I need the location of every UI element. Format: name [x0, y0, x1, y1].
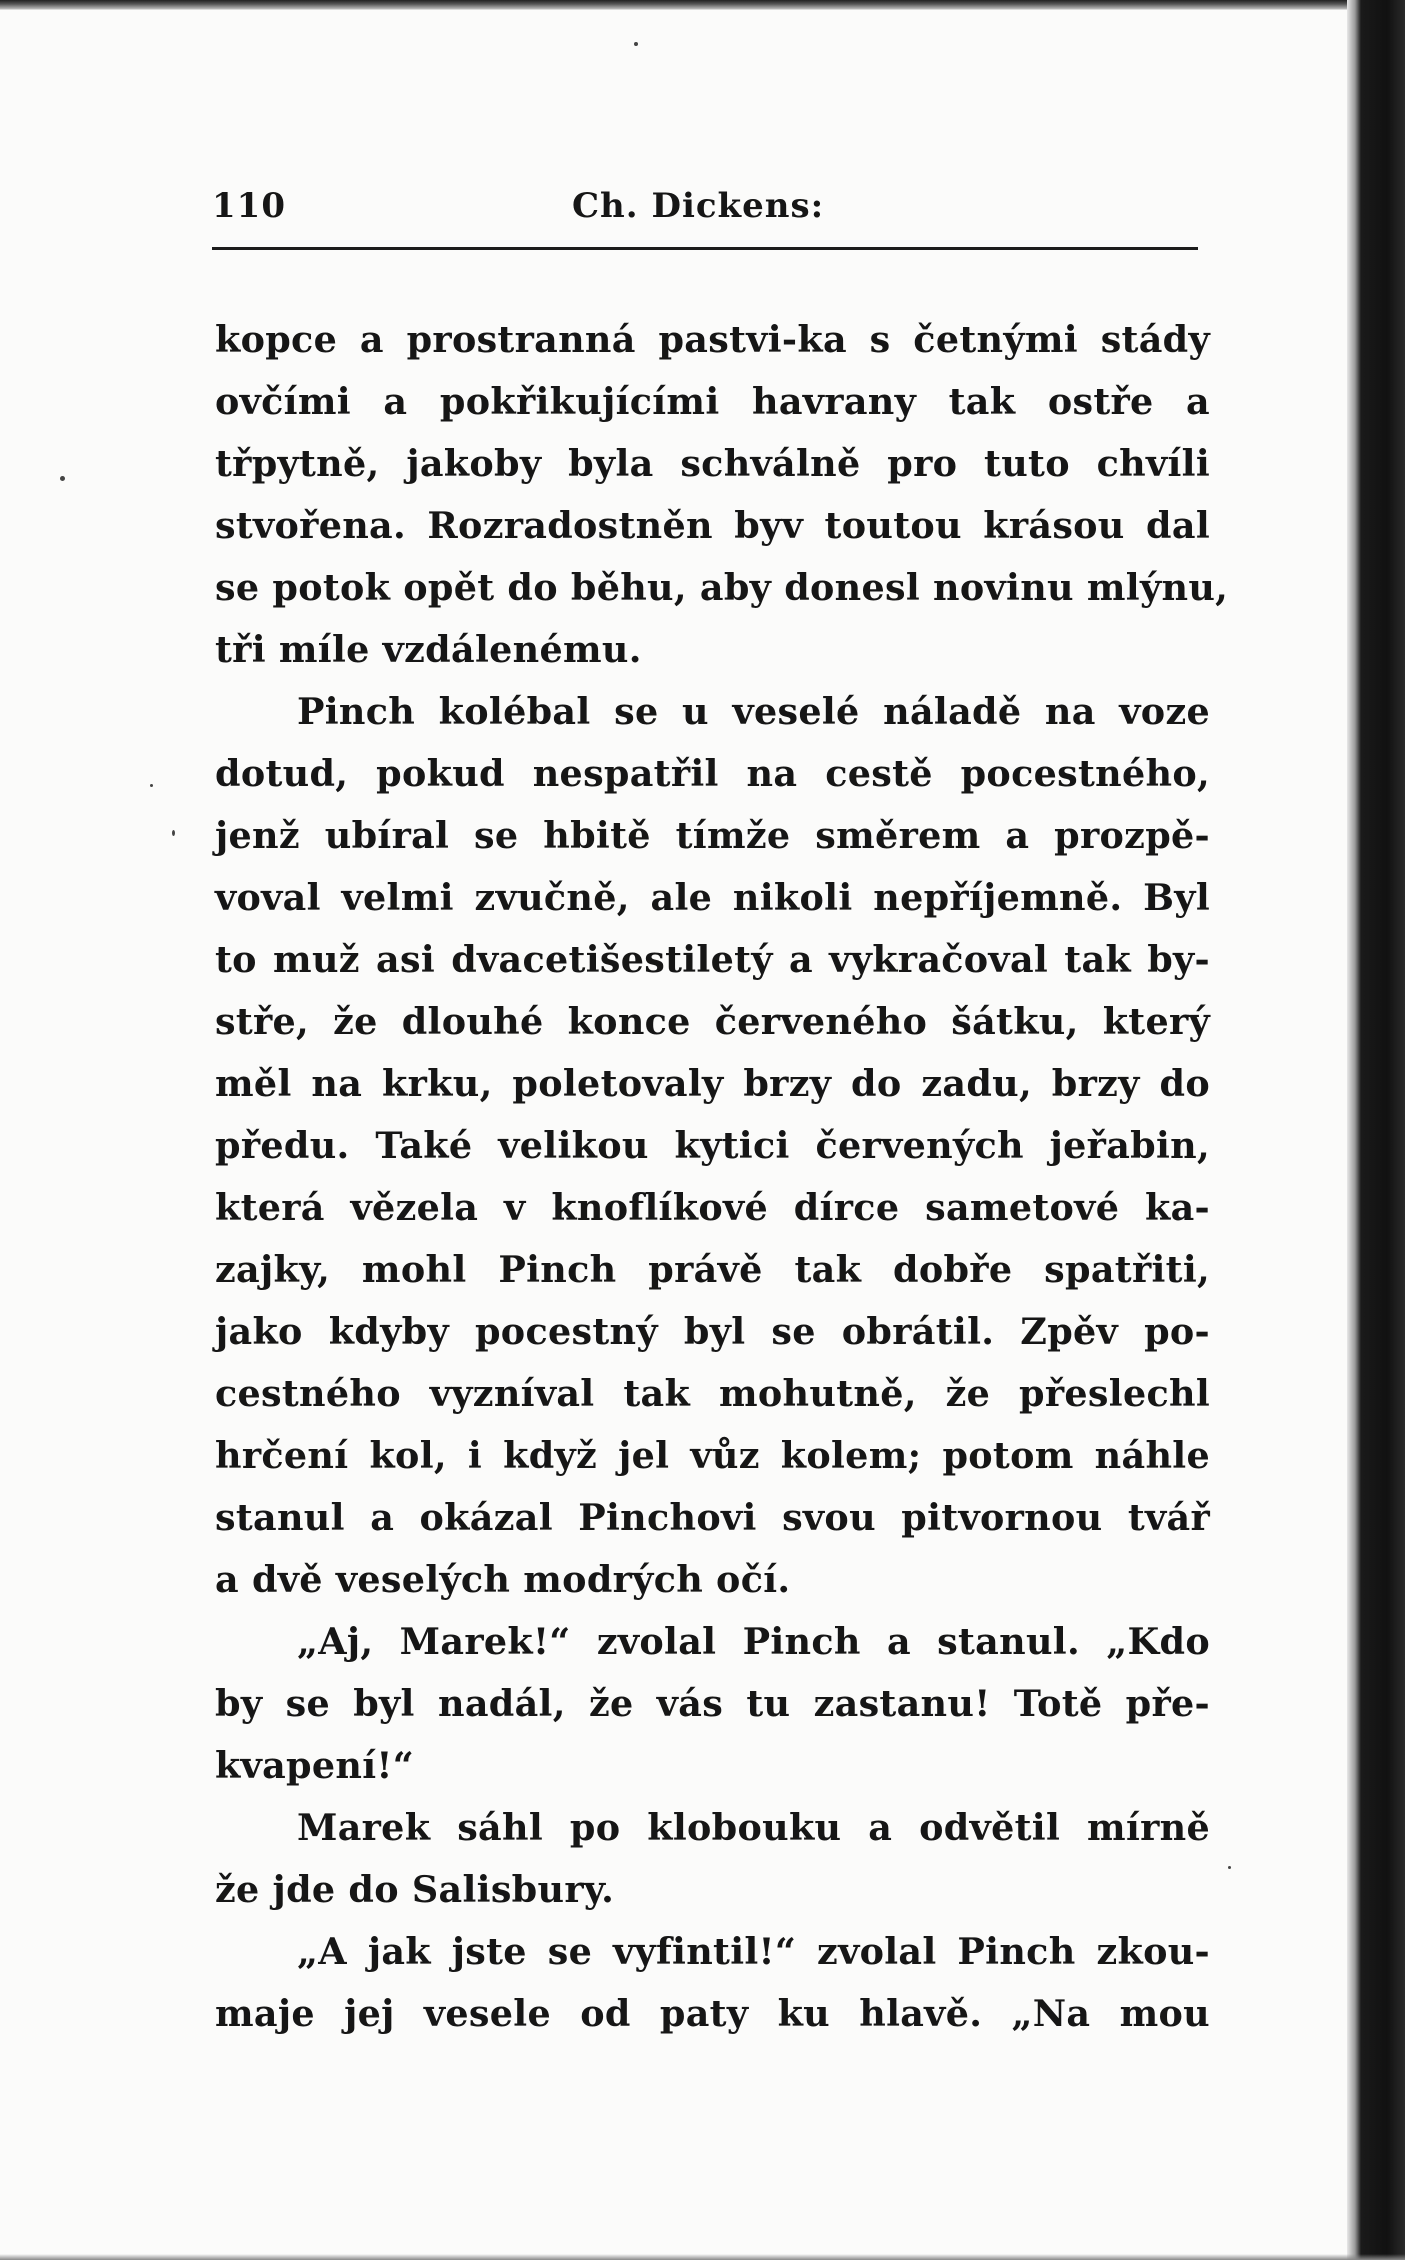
text-line: kopce a prostranná pastvi-ka s četnými stády: [215, 318, 1210, 361]
text-line: „Aj, Marek!“ zvolal Pinch a stanul. „Kdo: [297, 1620, 1210, 1663]
page-binding-edge: [1347, 0, 1405, 2260]
text-line: měl na krku, poletovaly brzy do zadu, brzy do: [215, 1062, 1210, 1105]
text-line: stře, že dlouhé konce červeného šátku, který: [215, 1000, 1210, 1043]
text-line: že jde do Salisbury.: [215, 1868, 615, 1911]
text-line: jako kdyby pocestný byl se obrátil. Zpěv po-: [215, 1310, 1210, 1353]
text-line: třpytně, jakoby byla schválně pro tuto chvíli: [215, 442, 1210, 485]
text-line: „A jak jste se vyfintil!“ zvolal Pinch zkou-: [297, 1930, 1210, 1973]
print-speck: [60, 476, 65, 481]
header-rule: [212, 247, 1198, 250]
text-line: hrčení kol, i když jel vůz kolem; potom náhle: [215, 1434, 1210, 1477]
text-line: stanul a okázal Pinchovi svou pitvornou tvář: [215, 1496, 1210, 1539]
text-line: tři míle vzdálenému.: [215, 628, 642, 671]
text-line: maje jej vesele od paty ku hlavě. „Na mou: [215, 1992, 1210, 2035]
print-speck: [150, 784, 153, 787]
text-line: a dvě veselých modrých očí.: [215, 1558, 791, 1601]
text-line: ovčími a pokřikujícími havrany tak ostře a: [215, 380, 1210, 423]
page-bottom-shadow: [0, 2254, 1405, 2260]
page-number: 110: [212, 186, 286, 226]
body-text: [215, 309, 1229, 2045]
print-speck: [634, 42, 638, 46]
print-speck: [1228, 1866, 1231, 1869]
text-line: voval velmi zvučně, ale nikoli nepříjemně. Byl: [215, 876, 1210, 919]
running-header: [212, 186, 1198, 238]
text-line: stvořena. Rozradostněn byv toutou krásou dal: [215, 504, 1210, 547]
text-line: se potok opět do běhu, aby donesl novinu mlýnu,: [215, 566, 1229, 609]
text-line: kvapení!“: [215, 1744, 415, 1787]
text-line: Marek sáhl po klobouku a odvětil mírně: [297, 1806, 1210, 1849]
text-line: která vězela v knoflíkové dírce sametové ka-: [215, 1186, 1210, 1229]
running-head-title: Ch. Dickens:: [572, 186, 825, 226]
page-top-shadow: [0, 0, 1360, 10]
text-line: Pinch kolébal se u veselé náladě na voze: [297, 690, 1210, 733]
text-line: jenž ubíral se hbitě tímže směrem a prozpě-: [215, 814, 1210, 857]
print-speck: [172, 830, 175, 836]
text-line: by se byl nadál, že vás tu zastanu! Totě pře-: [215, 1682, 1210, 1725]
text-line: dotud, pokud nespatřil na cestě pocestného,: [215, 752, 1210, 795]
text-line: předu. Také velikou kytici červených jeřabin,: [215, 1124, 1210, 1167]
text-line: to muž asi dvacetišestiletý a vykračoval tak by-: [215, 938, 1210, 981]
text-line: cestného vyzníval tak mohutně, že přeslechl: [215, 1372, 1210, 1415]
text-line: zajky, mohl Pinch právě tak dobře spatřiti,: [215, 1248, 1210, 1291]
